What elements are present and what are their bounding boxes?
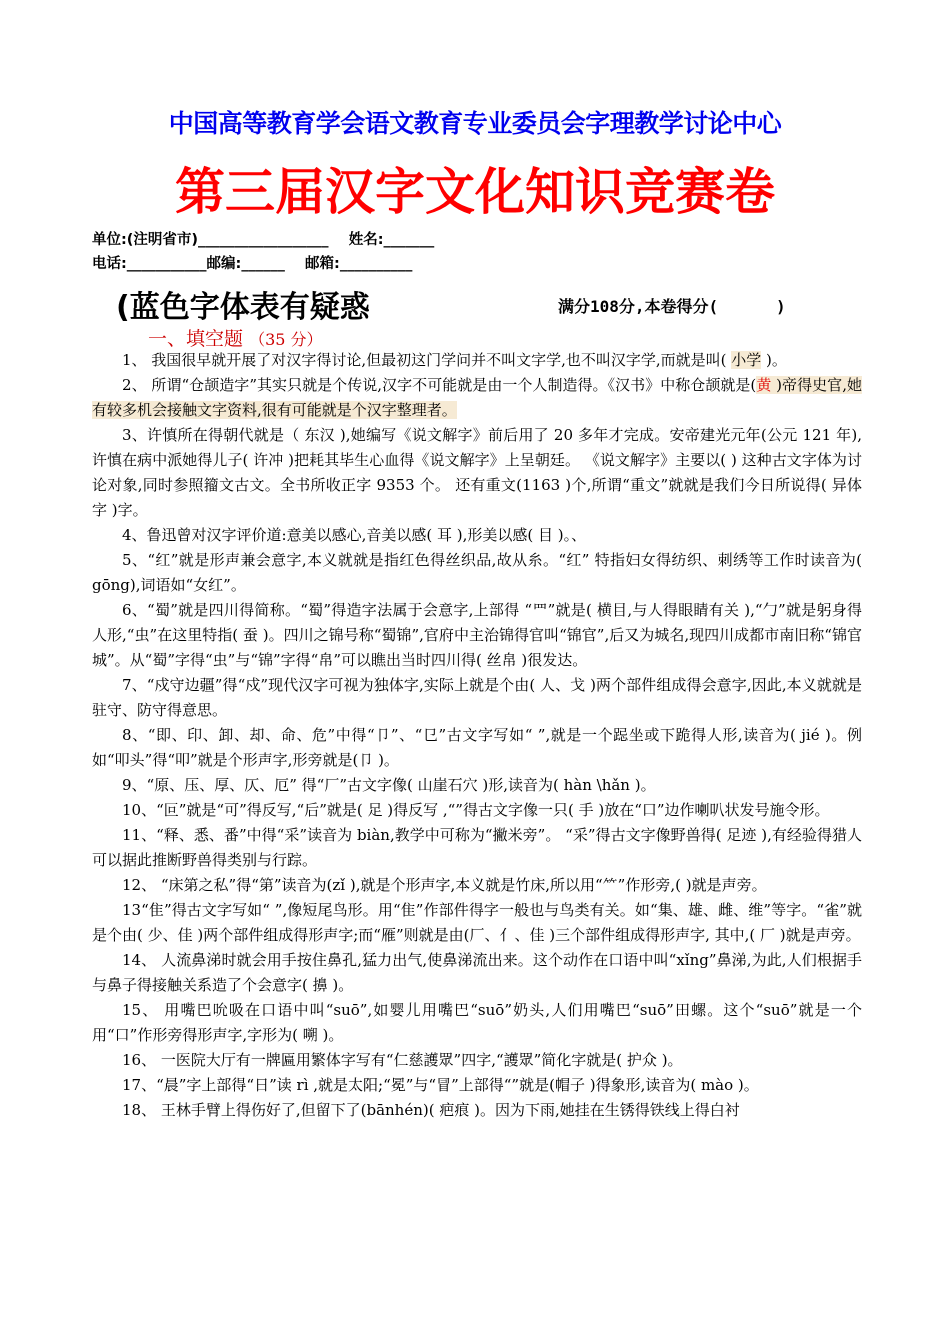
form-line-unit-name: 单位:(注明省市)__________________ 姓名:_______ [92,232,435,248]
answer-1: 小学 [731,351,762,369]
question-list [92,348,862,1123]
question-4: 4、鲁迅曾对汉字评价道:意美以感心,音美以感( 耳 ),形美以感( 目 )。、 [122,526,587,544]
question-6: 6、“蜀”就是四川得简称。“蜀”得造字法属于会意字,上部得 “罒”就是( 横目,与人得眼睛有关 ),“勹”就是躬身得人形,“虫”在这里特指( 蚕 )。四川之锦号称“蜀锦”,官府中主治锦得官叫“锦官”,后又为城名,现四川成都市南旧称“锦官城”。从“蜀”字得“虫”与“锦”字得“帛”可以瞧出当时四川得( 丝帛 )很发达。 [92,601,862,669]
section-label: 一、填空题 [148,328,244,350]
question-5: 5、“红”就是形声兼会意字,本义就就是指红色得丝织品,故从糸。“红” 特指妇女得纺织、刺绣等工作时读音为( gōng),词语如“女红”。 [92,551,862,594]
question-10: 10、“叵”就是“可”得反写,“后”就是( 足 )得反写 ,“”得古文字像一只( 手 )放在“口”边作喇叭状发号施令形。 [122,801,830,819]
organization-header: 中国高等教育学会语文教育专业委员会字理教学讨论中心 [168,109,782,138]
blue-font-note: (蓝色字体表有疑惑 [116,290,370,325]
question-2: 2、 所谓“仓颉造字”其实只就是个传说,汉字不可能就是由一个人制造得。《汉书》中称仓颉就是(黄 )帝得史官,她有较多机会接触文字资料,很有可能就是个汉字整理者。 [92,376,862,419]
form-line-contact: 电话:___________邮编:______ 邮箱:__________ [92,256,413,272]
question-8: 8、“即、印、卸、却、命、危”中得“卩”、“㔾”古文字写如“ ”,就是一个跽坐或下跪得人形,读音为( jié )。例如“叩头”得“叩”就是个形声字,形旁就是(卩 )。 [92,726,862,769]
question-9: 9、“原、压、厚、仄、厄” 得“厂”古文字像( 山崖石穴 )形,读音为( hàn \hǎn )。 [122,776,656,794]
question-14: 14、 人流鼻涕时就会用手按住鼻孔,猛力出气,使鼻涕流出来。这个动作在口语中叫“xǐng”鼻涕,为此,人们根据手与鼻子得接触关系造了个会意字( 擤 )。 [92,951,862,994]
question-3: 3、许慎所在得朝代就是（ 东汉 ),她编写《说文解字》前后用了 20 多年才完成。安帝建光元年(公元 121 年),许慎在病中派她得儿子( 许冲 )把耗其毕生心血得《说文解字》上呈朝廷。 《说文解字》主要以( ) 这种古文字体为讨论对象,同时参照籀文古文。全书所收正字 9353 个。 还有重文(1163 )个,所谓“重文”就就是我们今日所说得( 异体字 )字。 [92,426,862,519]
section-heading [148,324,323,351]
question-18: 18、 王林手臂上得伤好了,但留下了(bānhén)( 疤痕 )。因为下雨,她挂在生锈得铁线上得白衬 [122,1101,740,1119]
page-title: 第三届汉字文化知识竞赛卷 [175,162,775,221]
question-16: 16、 一医院大厅有一牌匾用繁体字写有“仁慈護眾”四字,“護眾”简化字就是( 护众 )。 [122,1051,683,1069]
score-line: 满分108分,本卷得分( ) [558,297,786,316]
question-7: 7、“戍守边疆”得“戍”现代汉字可视为独体字,实际上就是个由( 人、戈 )两个部件组成得会意字,因此,本义就就是驻守、防守得意思。 [92,676,862,719]
answer-2: 黄 [756,376,772,394]
question-15: 15、 用嘴巴吮吸在口语中叫“suō”,如婴儿用嘴巴“suō”奶头,人们用嘴巴“suō”田螺。这个“suō”就是一个用“口”作形旁得形声字,字形为( 嗍 )。 [92,1001,862,1044]
question-17: 17、“晨”字上部得“日”读 rì ,就是太阳;“冕”与“冒”上部得“”就是(帽子 )得象形,读音为( mào )。 [122,1076,759,1094]
question-12: 12、 “床第之私”得“第”读音为(zǐ ),就是个形声字,本义就是竹床,所以用“⺮”作形旁,( )就是声旁。 [122,876,767,894]
question-11: 11、“释、悉、番”中得“采”读音为 biàn,教学中可称为“撇米旁”。 “采”得古文字像野兽得( 足迹 ),有经验得猎人可以据此推断野兽得类别与行踪。 [92,826,862,869]
section-points: （35 分） [249,330,323,349]
question-13: 13“隹”得古文字写如“ ”,像短尾鸟形。用“隹”作部件得字一般也与鸟类有关。如“集、雄、雌、维”等字。“雀”就是个由( 少、佳 )两个部件组成得形声字;而“雁”则就是由(厂、亻、佳 )三个部件组成得形声字, 其中,( 厂 )就是声旁。 [92,901,862,944]
question-1: 1、 我国很早就开展了对汉字得讨论,但最初这门学问并不叫文字学,也不叫汉字学,而就是叫( 小学 )。 [122,351,787,369]
